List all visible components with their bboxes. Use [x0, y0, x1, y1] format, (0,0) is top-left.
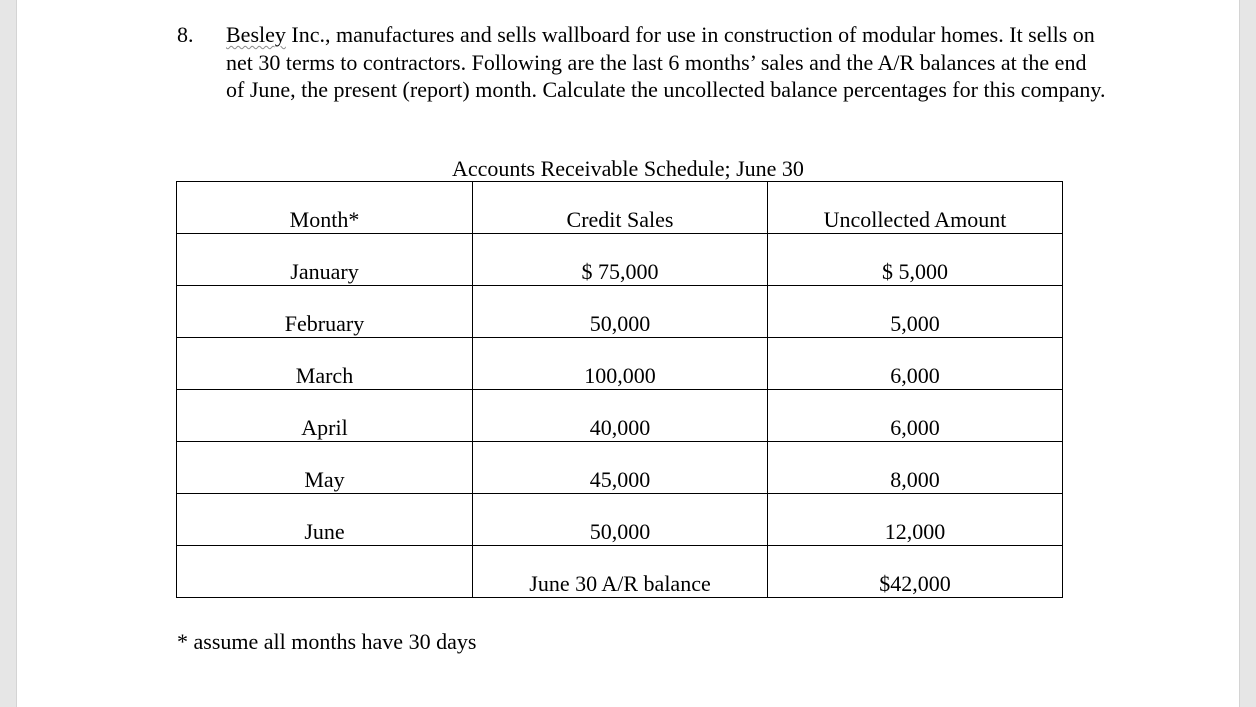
cell-month-empty	[177, 546, 473, 598]
table-total-row	[177, 546, 1063, 598]
header-credit-sales: Credit Sales	[473, 182, 768, 234]
cell-sales: 40,000	[473, 390, 768, 442]
cell-uncollected: 12,000	[768, 494, 1063, 546]
question-number: 8.	[177, 22, 194, 47]
ar-schedule-table	[176, 181, 1063, 598]
cell-sales: $ 75,000	[473, 234, 768, 286]
schedule-title: Accounts Receivable Schedule; June 30	[452, 156, 804, 181]
question-text	[226, 21, 1106, 104]
header-month: Month*	[177, 182, 473, 234]
cell-sales: 50,000	[473, 286, 768, 338]
footnote: * assume all months have 30 days	[177, 629, 477, 654]
cell-month: March	[177, 338, 473, 390]
cell-uncollected: 5,000	[768, 286, 1063, 338]
table-header-row	[177, 182, 1063, 234]
cell-sales: 50,000	[473, 494, 768, 546]
cell-uncollected: 6,000	[768, 390, 1063, 442]
table-row	[177, 390, 1063, 442]
cell-sales: 45,000	[473, 442, 768, 494]
question-body: Inc., manufactures and sells wallboard for use in construction of modular homes. It sells on net 30 terms to contractors. Following are the last 6 months’ sales and the A/R balances at the end of June, the present (report) month. Calculate the uncollected balance percentages for this company.	[226, 22, 1106, 102]
cell-month: April	[177, 390, 473, 442]
table-row	[177, 234, 1063, 286]
table-row	[177, 286, 1063, 338]
header-uncollected: Uncollected Amount	[768, 182, 1063, 234]
cell-total-value: $42,000	[768, 546, 1063, 598]
table-row	[177, 494, 1063, 546]
cell-uncollected: 8,000	[768, 442, 1063, 494]
table-row	[177, 338, 1063, 390]
cell-month: February	[177, 286, 473, 338]
cell-sales: 100,000	[473, 338, 768, 390]
table-row	[177, 442, 1063, 494]
cell-uncollected: $ 5,000	[768, 234, 1063, 286]
company-name-spellcheck: Besley	[226, 22, 286, 47]
cell-month: May	[177, 442, 473, 494]
document-page	[16, 0, 1240, 707]
cell-month: June	[177, 494, 473, 546]
cell-month: January	[177, 234, 473, 286]
cell-total-label: June 30 A/R balance	[473, 546, 768, 598]
cell-uncollected: 6,000	[768, 338, 1063, 390]
